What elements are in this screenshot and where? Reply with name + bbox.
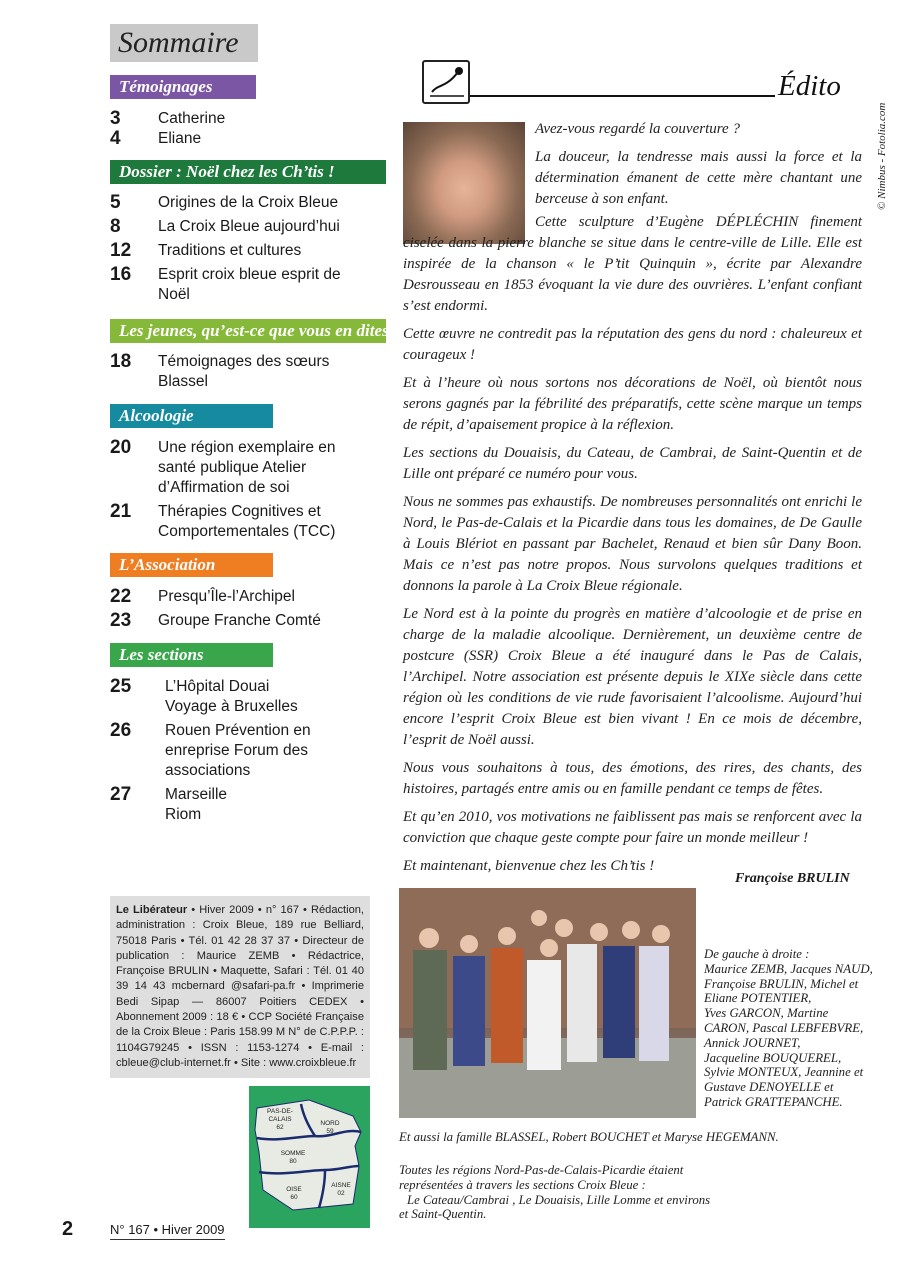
toc-list-sections [110, 677, 386, 829]
toc-entry-title: Groupe Franche Comté [158, 612, 321, 629]
toc-page-number: 5 [110, 192, 121, 213]
caption-line: Eliane POTENTIER, [704, 991, 812, 1006]
toc-page-number: 27 [110, 784, 132, 805]
toc-entry-title: L’Hôpital Douai Voyage à Bruxelles [165, 678, 298, 715]
toc-entry[interactable] [110, 265, 386, 305]
toc-entry-title: Origines de la Croix Bleue [158, 194, 339, 211]
caption-line: Yves GARCON, Martine [704, 1006, 829, 1021]
colophon [110, 896, 370, 1078]
caption-line: Annick JOURNET, [704, 1035, 801, 1050]
toc-entry[interactable] [110, 785, 386, 825]
section-heading-sections: Les sections [110, 643, 273, 667]
toc-page-number: 18 [110, 351, 132, 372]
caption-regions [399, 1163, 879, 1222]
toc-page-number: 20 [110, 437, 132, 458]
toc-page-number: 23 [110, 610, 132, 631]
edito-paragraph: Cette sculpture d’Eugène DÉPLÉCHIN finement ciselée dans la pierre blanche se situe dans le centre-ville de Lille. Elle est inspirée de la chanson « le P’tit Quinquin », écrite par Alexandre Desrousseau en 1853 évoquant la vie dure des ouvrières. L’enfant confiant s’est endormi. [403, 214, 862, 314]
toc-entry[interactable] [110, 677, 386, 717]
map-label-somme: SOMME 80 [280, 1150, 306, 1165]
toc-entry-title: Thérapies Cognitives et Comportementales (TCC) [158, 503, 336, 540]
caption-line: De gauche à droite : [704, 947, 810, 961]
caption-line: Patrick GRATTEPANCHE. [704, 1094, 843, 1109]
toc-list-jeunes [110, 352, 386, 396]
toc-entry-title: Traditions et cultures [158, 242, 302, 259]
toc-entry[interactable] [110, 109, 386, 129]
toc-entry[interactable] [110, 438, 386, 498]
publication-name: Le Libérateur [116, 904, 188, 916]
toc-entry[interactable] [110, 241, 386, 261]
edito-paragraph: Et maintenant, bienvenue chez les Ch’tis ! [403, 858, 655, 874]
section-heading-dossier: Dossier : Noël chez les Ch’tis ! [110, 160, 386, 184]
toc-entry[interactable] [110, 129, 386, 149]
edito-title: Édito [778, 70, 841, 102]
photo-credit: © Nimbus - Fotolia.com [876, 102, 888, 210]
group-photo [399, 888, 696, 1118]
caption-line: Maurice ZEMB, Jacques NAUD, [704, 961, 873, 976]
edito-paragraph: Nous ne sommes pas exhaustifs. De nombreuses personnalités ont enrichi le Nord, le Pas-de-Calais et la Picardie dans tous les domaines, de De Gaulle à Louis Blériot en passant par Bachelet, Renaud et bien sûr Dany Boon. Mais ce n’est pas notre propos. Nous survolons quelques traditions et donnons la parole à La Croix Bleue régionale. [403, 494, 862, 594]
map-label-aisne: AISNE 02 [331, 1182, 351, 1197]
pen-icon [422, 60, 470, 104]
toc-entry-title: Témoignages des sœurs Blassel [158, 353, 330, 390]
edito-paragraph: Et qu’en 2010, vos motivations ne faiblissent pas mais se renforcent avec la conviction que chaque geste compte pour faire un monde meilleur ! [403, 809, 862, 846]
toc-page-number: 22 [110, 586, 132, 607]
edito-paragraph: Le Nord est à la pointe du progrès en matière d’alcoologie et de prise en charge de la maladie alcoolique. Dernièrement, un deuxième centre de postcure (SSR) Croix Bleue a été inauguré dans le Pas de Calais, l’Archipel. Notre association est présente depuis le XIXe siècle dans cette région où les conditions de vie rude favorisaient l’alcoolisme. Aujourd’hui encore l’esprit Croix Bleue est bien vivant ! En ce mois de décembre, l’esprit de Noël aussi. [403, 606, 862, 748]
caption-line: Jacqueline BOUQUEREL, [704, 1050, 842, 1065]
toc-page-number: 3 [110, 108, 121, 129]
caption-line: et Saint-Quentin. [399, 1207, 487, 1222]
toc-list-alcoologie [110, 438, 386, 546]
toc-page-number: 4 [110, 128, 121, 149]
caption-line: Toutes les régions Nord-Pas-de-Calais-Picardie étaient [399, 1163, 684, 1177]
toc-list-dossier [110, 193, 386, 309]
toc-list-association [110, 587, 386, 635]
section-heading-association: L’Association [110, 553, 273, 577]
edito-paragraph: La douceur, la tendresse mais aussi la force et la détermination émanent de cette mère chantant une berceuse à son enfant. [535, 149, 862, 207]
signature: Françoise BRULIN [735, 871, 850, 886]
edito-paragraph: Avez-vous regardé la couverture ? [535, 121, 740, 137]
toc-page-number: 26 [110, 720, 132, 741]
edito-paragraph: Nous vous souhaitons à tous, des émotions, des rires, des chants, des histoires, partagés entre amis ou en famille pendant ce temps de fêtes. [403, 760, 862, 797]
section-heading-jeunes: Les jeunes, qu’est-ce que vous en dites ? [110, 319, 386, 343]
toc-page-number: 25 [110, 676, 132, 697]
toc-entry[interactable] [110, 721, 386, 781]
colophon-details: • Hiver 2009 • n° 167 • Rédaction, administration : Croix Bleue, 189 rue Belliard, 75018 Paris • Tél. 01 42 28 37 37 • Directeur de publication : Maurice ZEMB • Rédactrice, Françoise BRULIN • Maquette, Safari : Tél. 01 40 39 14 43 mcbernard @safari-pa.fr • Imprimerie Bedi Sipap — 86007 Poitiers CEDEX • Abonnement 2009 : 18 € • CCP Société Française de la Croix Bleue : Paris 158.99 M N° de C.P.P.P. : 1104G79245 • ISSN : 1153-1274 • E-mail : cbleue@club-internet.fr • Site : www.croixbleue.fr [116, 904, 365, 1069]
toc-entry-title: La Croix Bleue aujourd’hui [158, 218, 340, 235]
edito-rule [470, 95, 775, 97]
edito-text-upper [535, 119, 862, 217]
photo-caption-names [704, 947, 904, 1110]
caption-family: Et aussi la famille BLASSEL, Robert BOUCHET et Maryse HEGEMANN. [399, 1130, 779, 1144]
toc-page-number: 8 [110, 216, 121, 237]
caption-line: Sylvie MONTEUX, Jeannine et [704, 1065, 864, 1080]
edito-text-body [403, 212, 862, 884]
toc-entry-title: Marseille Riom [165, 786, 228, 823]
toc-entry-title: Presqu’Île-l’Archipel [158, 588, 295, 605]
section-heading-temoignages: Témoignages [110, 75, 256, 99]
toc-entry[interactable] [110, 193, 386, 213]
caption-line: Gustave DENOYELLE et [704, 1080, 834, 1095]
map-label-oise: OISE 60 [286, 1186, 302, 1201]
edito-paragraph: Et à l’heure où nous sortons nos décorations de Noël, où bientôt nous serons gagnés par la fébrilité des préparatifs, cette scène marque un temps de répit, d’apaisement propice à la réflexion. [403, 375, 862, 433]
caption-line: représentées à travers les sections Croix Bleue : [399, 1177, 646, 1192]
edito-paragraph: Les sections du Douaisis, du Cateau, de Cambrai, de Saint-Quentin et de Lille ont préparé ce numéro pour vous. [403, 445, 862, 482]
caption-line: Françoise BRULIN, Michel et [704, 976, 859, 991]
toc-entry[interactable] [110, 611, 386, 631]
toc-page-number: 21 [110, 501, 132, 522]
toc-entry[interactable] [110, 217, 386, 237]
section-heading-alcoologie: Alcoologie [110, 404, 273, 428]
map-label-pas-de-calais: PAS-DE-CALAIS 62 [267, 1108, 293, 1131]
caption-line: CARON, Pascal LEBFEBVRE, [704, 1020, 864, 1035]
toc-entry-title: Esprit croix bleue esprit de Noël [158, 266, 341, 303]
edito-paragraph: Cette œuvre ne contredit pas la réputation des gens du nord : chaleureux et courageux ! [403, 326, 862, 363]
issue-label: N° 167 • Hiver 2009 [110, 1222, 225, 1240]
toc-entry-title: Rouen Prévention en enreprise Forum des associations [165, 722, 311, 779]
toc-page-number: 12 [110, 240, 132, 261]
sommaire-title: Sommaire [110, 24, 258, 62]
map-label-nord: NORD 59 [320, 1120, 340, 1135]
toc-page-number: 16 [110, 264, 132, 285]
caption-line: Le Cateau/Cambrai , Le Douaisis, Lille Lomme et environs [407, 1192, 711, 1207]
toc-entry[interactable] [110, 352, 386, 392]
region-map [249, 1086, 370, 1228]
toc-entry-title: Une région exemplaire en santé publique Atelier d’Affirmation de soi [158, 439, 336, 496]
toc-entry-title: Eliane [158, 130, 202, 147]
toc-entry[interactable] [110, 587, 386, 607]
page-number: 2 [62, 1218, 74, 1240]
toc-list-temoignages [110, 109, 386, 153]
toc-entry-title: Catherine [158, 110, 226, 127]
toc-entry[interactable] [110, 502, 386, 542]
